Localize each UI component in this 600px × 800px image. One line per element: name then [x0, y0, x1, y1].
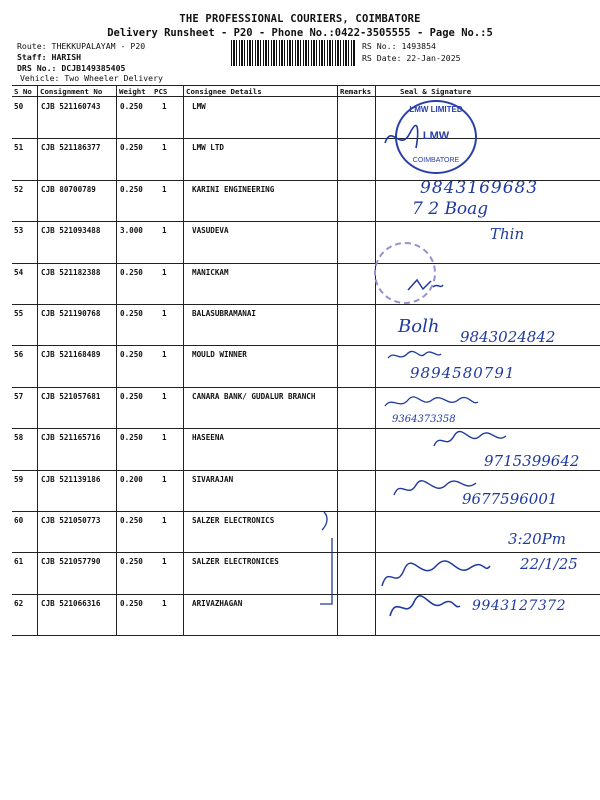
- staff-label: Staff:: [17, 52, 47, 62]
- cell-consignment: CJB 521165716: [41, 433, 101, 443]
- route-value: THEKKUPALAYAM - P20: [51, 41, 146, 51]
- cell-sno: 62: [14, 598, 24, 608]
- cell-sno: 55: [14, 309, 24, 318]
- col-weight: Weight: [119, 87, 146, 96]
- cell-pcs: 1: [162, 557, 167, 567]
- cell-consignee: ARIVAZHAGAN: [192, 598, 243, 608]
- cell-consignment: CJB 521190768: [41, 309, 101, 318]
- rs-no-value: 1493854: [401, 41, 436, 51]
- cell-pcs: 1: [162, 102, 167, 111]
- row-divider: [12, 594, 600, 595]
- runsheet-subtitle: Delivery Runsheet - P20 - Phone No.:0422-3505555 - Page No.:5: [107, 27, 493, 39]
- cell-weight: 0.250: [120, 143, 143, 153]
- cell-consignment: CJB 80700789: [41, 184, 96, 194]
- cell-consignee: LMW LTD: [192, 143, 225, 153]
- r57-number: 9364373358: [392, 414, 456, 425]
- cell-consignee: SIVARAJAN: [192, 474, 234, 484]
- cell-consignee: MANICKAM: [192, 267, 229, 277]
- cell-pcs: 1: [162, 350, 167, 360]
- cell-consignee: KARINI ENGINEERING: [192, 184, 275, 194]
- cell-consignment: CJB 521139186: [41, 474, 101, 484]
- cell-weight: 0.250: [120, 391, 143, 401]
- r52-signature: 7 2 Boag: [412, 199, 489, 219]
- cell-sno: 61: [14, 557, 24, 567]
- cell-weight: 0.250: [120, 433, 143, 443]
- signature-scribble: [316, 508, 340, 608]
- row-divider: [12, 470, 600, 471]
- rs-no-line: [362, 41, 436, 52]
- stamp-bottom-text: COIMBATORE: [412, 157, 460, 164]
- cell-weight: 0.250: [120, 557, 143, 567]
- col-pcs: PCS: [154, 87, 168, 96]
- cell-weight: 0.250: [120, 309, 143, 318]
- route-label: Route:: [17, 41, 47, 51]
- r53-signature: Thin: [490, 225, 525, 243]
- cell-consignment: CJB 521093488: [41, 226, 101, 236]
- cell-pcs: 1: [162, 184, 167, 194]
- cell-sno: 53: [14, 226, 24, 236]
- stamp-top-text: LMW LIMITED: [409, 105, 463, 114]
- cell-consignee: MOULD WINNER: [192, 350, 247, 360]
- r62-phone: 9943127372: [472, 598, 567, 614]
- r56-phone: 9894580791: [410, 364, 516, 382]
- cell-sno: 50: [14, 102, 24, 111]
- cell-sno: 54: [14, 267, 24, 277]
- vehicle-line: [20, 73, 163, 84]
- cell-consignee: VASUDEVA: [192, 226, 229, 236]
- cell-weight: 0.250: [120, 598, 143, 608]
- signature-scribble: [405, 275, 445, 297]
- cell-weight: 0.250: [120, 267, 143, 277]
- r58-phone: 9715399642: [484, 452, 580, 470]
- col-divider: [37, 85, 38, 635]
- cell-pcs: 1: [162, 516, 167, 525]
- r61-date: 22/1/25: [520, 555, 578, 573]
- row-divider: [12, 511, 600, 512]
- cell-consignee: CANARA BANK/ GUDALUR BRANCH: [192, 391, 316, 401]
- row-divider: [12, 304, 600, 305]
- cell-weight: 0.250: [120, 350, 143, 360]
- cell-sno: 59: [14, 474, 24, 484]
- drs-value: DCJB149385405: [61, 63, 126, 73]
- rs-no-label: RS No.:: [362, 41, 397, 51]
- row-divider: [12, 387, 600, 388]
- col-sno: S No: [14, 87, 32, 96]
- signature-scribble: [380, 118, 420, 158]
- cell-consignment: CJB 521186377: [41, 143, 101, 153]
- staff-value: HARISH: [51, 52, 82, 62]
- r55-phone: 9843024842: [460, 328, 556, 346]
- staff-line: [17, 52, 81, 63]
- header-bottom-line: [12, 96, 600, 97]
- row-divider: [12, 138, 600, 139]
- cell-pcs: 1: [162, 433, 167, 443]
- cell-consignee: HASEENA: [192, 433, 225, 443]
- signature-scribble: [378, 556, 493, 592]
- cell-pcs: 1: [162, 267, 167, 277]
- vehicle-value: Two Wheeler Delivery: [64, 73, 163, 83]
- signature-scribble: [385, 348, 445, 364]
- row-divider: [12, 635, 600, 636]
- col-divider: [375, 85, 376, 635]
- row-divider: [12, 221, 600, 222]
- cell-sno: 60: [14, 516, 24, 525]
- cell-consignment: CJB 521160743: [41, 102, 101, 111]
- cell-consignee: LMW: [192, 102, 206, 111]
- cell-pcs: 1: [162, 309, 167, 318]
- signature-scribble: [382, 394, 482, 412]
- cell-sno: 56: [14, 350, 24, 360]
- stamp-mid-text: LMW: [422, 130, 450, 142]
- cell-consignee: BALASUBRAMANAI: [192, 309, 257, 318]
- cell-sno: 58: [14, 433, 24, 443]
- rs-date-line: [362, 53, 461, 64]
- rs-date-value: 22-Jan-2025: [406, 53, 461, 63]
- cell-weight: 0.250: [120, 184, 143, 194]
- cell-weight: 0.250: [120, 516, 143, 525]
- cell-consignment: CJB 521050773: [41, 516, 101, 525]
- barcode-image: [231, 40, 355, 66]
- row-divider: [12, 552, 600, 553]
- cell-pcs: 1: [162, 391, 167, 401]
- col-remarks: Remarks: [340, 87, 372, 96]
- company-title: THE PROFESSIONAL COURIERS, COIMBATORE: [179, 13, 421, 25]
- cell-consignment: CJB 521057790: [41, 557, 101, 567]
- rs-date-label: RS Date:: [362, 53, 402, 63]
- row-divider: [12, 263, 600, 264]
- r52-phone: 9843169683: [420, 178, 539, 198]
- table-top-line: [12, 85, 600, 86]
- cell-weight: 3.000: [120, 226, 143, 236]
- vehicle-label: Vehicle:: [20, 73, 60, 83]
- cell-consignment: CJB 521057681: [41, 391, 101, 401]
- route-line: [17, 41, 145, 52]
- cell-consignment: CJB 521066316: [41, 598, 101, 608]
- cell-consignment: CJB 521168489: [41, 350, 101, 360]
- col-seal: Seal & Signature: [400, 87, 472, 96]
- cell-weight: 0.200: [120, 474, 143, 484]
- signature-scribble: [430, 428, 510, 452]
- drs-label: DRS No.:: [17, 63, 57, 73]
- cell-consignee: SALZER ELECTRONICES: [192, 557, 279, 567]
- col-consignment: Consignment No: [40, 87, 103, 96]
- r59-phone: 9677596001: [462, 490, 558, 508]
- col-consignee: Consignee Details: [186, 87, 262, 96]
- cell-sno: 51: [14, 143, 24, 153]
- cell-consignee: SALZER ELECTRONICS: [192, 516, 275, 525]
- cell-weight: 0.250: [120, 102, 143, 111]
- cell-pcs: 1: [162, 598, 167, 608]
- cell-pcs: 1: [162, 226, 167, 236]
- col-divider: [183, 85, 184, 635]
- cell-sno: 57: [14, 391, 24, 401]
- signature-scribble: [384, 590, 464, 624]
- cell-sno: 52: [14, 184, 24, 194]
- col-divider: [116, 85, 117, 635]
- cell-consignment: CJB 521182388: [41, 267, 101, 277]
- r60-time: 3:20Pm: [508, 530, 567, 548]
- cell-pcs: 1: [162, 474, 167, 484]
- cell-pcs: 1: [162, 143, 167, 153]
- r55-signature: Bolh: [398, 316, 440, 337]
- row-divider: [12, 428, 600, 429]
